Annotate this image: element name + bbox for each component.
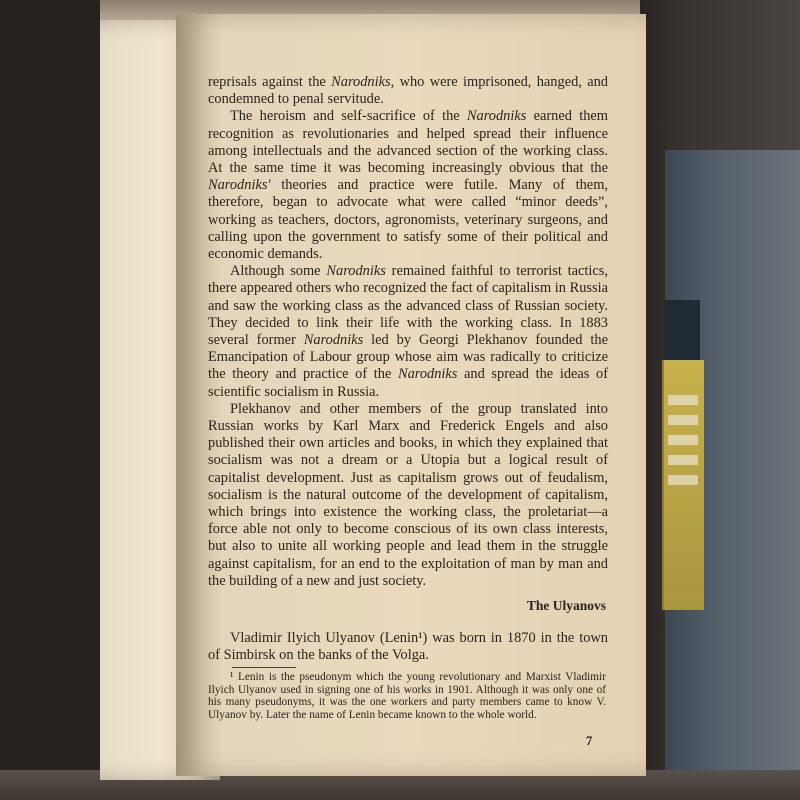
- background-stripe: [668, 415, 698, 425]
- background-stripe: [668, 475, 698, 485]
- page-number: 7: [586, 734, 593, 748]
- background-stripe: [668, 435, 698, 445]
- text-run: The heroism and self-sacrifice of the: [230, 108, 467, 125]
- right-page: [176, 14, 646, 776]
- text-run: Although some: [230, 263, 327, 280]
- text-run: remained faithful to terrorist tactics, there appeared others who recognized the fact of capitalism in Russia and saw the working class as the advanced class of Russian society. They decided to link their life with the working class. In 1883 several former: [208, 263, 608, 349]
- section-heading: The Ulyanovs: [526, 598, 606, 613]
- background-left: [0, 0, 100, 800]
- text-run: and spread the ideas of scientific socialism in Russia.: [208, 366, 608, 400]
- text-run: Plekhanov and other members of the group translated into Russian works by Karl Marx and Frederick Engels and also published their own articles and books, in which they explained that socialism was not a dream or a Utopia but a logical result of capitalist development. Just as capitalism grows out of feudalism, socialism is the natural outcome of the development of capitalism, which brings into existence the working class, the proletariat—a force able not only to become conscious of its own class interests, but also to unite all working people and lead them in the struggle against capitalism, for an end to the exploitation of man by man and the building of a new and just society.: [208, 400, 608, 589]
- text-run: theories and practice were futile. Many of them, therefore, began to advocate what were called “minor deeds”, working as teachers, doctors, agronomists, veterinary surgeons, and calling upon the government to satisfy some of their political and economic demands.: [208, 177, 608, 263]
- paragraph: [208, 74, 608, 108]
- background-stripe: [668, 395, 698, 405]
- footnote: [208, 671, 606, 721]
- italic-term: Narodniks: [397, 366, 458, 383]
- italic-term: Narodniks: [326, 263, 386, 280]
- paragraph: [208, 401, 608, 590]
- text-run: , who were imprisoned, hanged, and condemned to penal servitude.: [208, 74, 609, 108]
- italic-term: Narodniks: [331, 74, 391, 90]
- text-run: reprisals against the: [208, 74, 332, 90]
- footnote-rule: [232, 667, 296, 668]
- italic-term: Narodniks: [303, 332, 364, 349]
- italic-term: Narodniks: [466, 108, 527, 125]
- background-book-dark: [664, 300, 700, 360]
- text-run: earned them recognition as revolutionaries and helped spread their influence among intellectuals and the advanced section of the working class. At the same time it was becoming increasingly obvious that the: [208, 108, 608, 177]
- paragraph: [208, 108, 608, 263]
- section-paragraph: [208, 630, 608, 664]
- footnote-text: ¹ Lenin is the pseudonym which the young revolutionary and Marxist Vladimir Ilyich Ulyanov used in signing one of his works in 1901. Although it was only one of his many pseudonyms, it was the one workers and party members came to know V. Ulyanov by. Later the name of Lenin became known to the whole world.: [208, 671, 606, 721]
- section-paragraph-text: Vladimir Ilyich Ulyanov (Lenin¹) was born in 1870 in the town of Simbirsk on the banks of the Volga.: [208, 630, 608, 664]
- italic-term: Narodniks': [208, 177, 271, 194]
- text-run: led by Georgi Plekhanov founded the Emancipation of Labour group whose aim was radically to criticize the theory and practice of the: [208, 332, 608, 383]
- body-text: [208, 74, 608, 590]
- paragraph: [208, 263, 608, 401]
- background-stripe: [668, 455, 698, 465]
